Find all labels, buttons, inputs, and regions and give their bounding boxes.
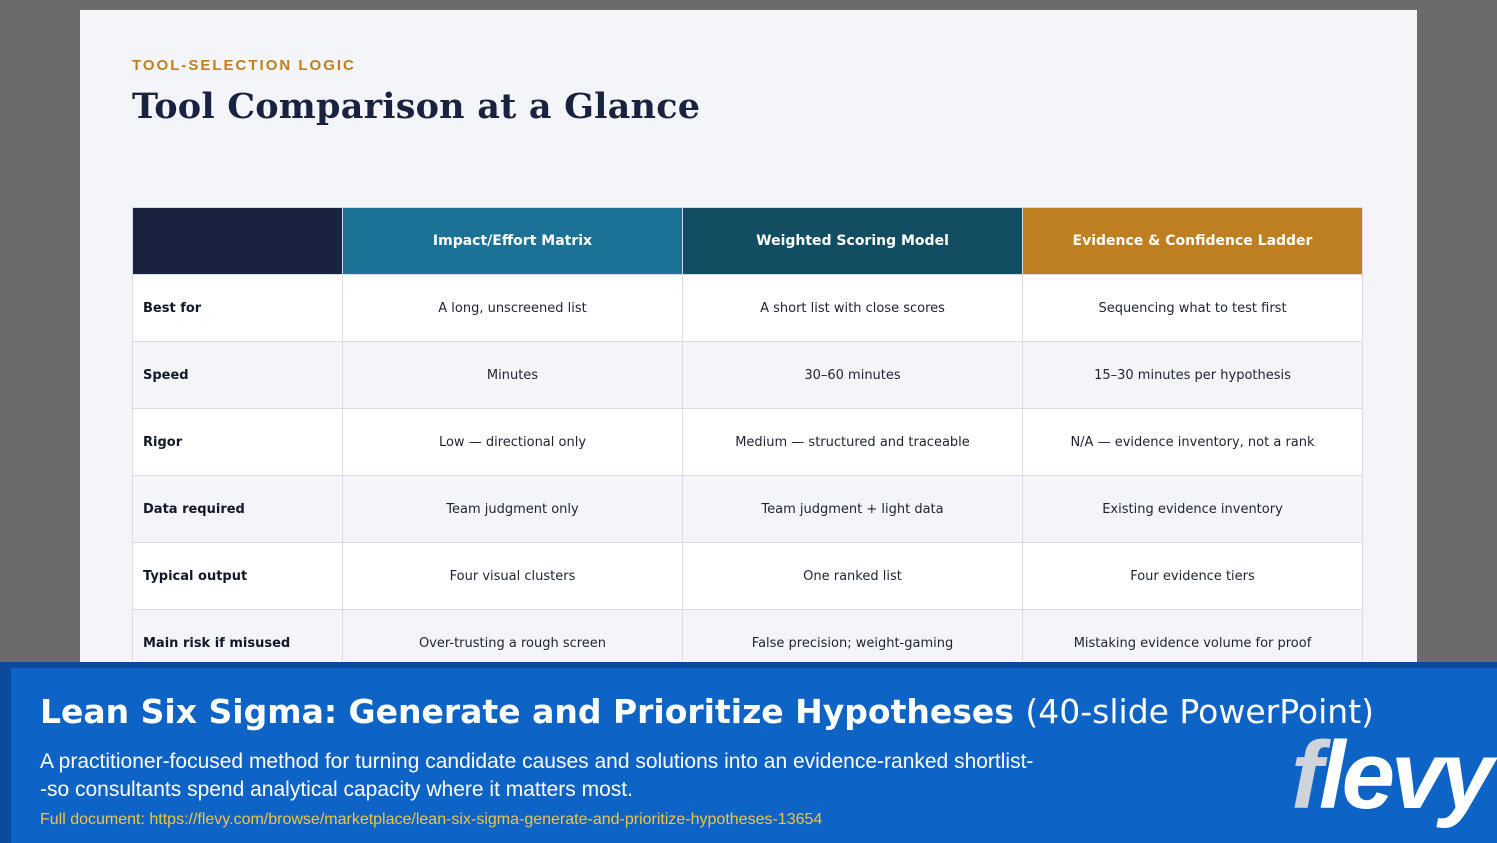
table-cell: Team judgment + light data [683, 476, 1023, 543]
table-cell: Four visual clusters [343, 543, 683, 610]
table-cell: Medium — structured and traceable [683, 409, 1023, 476]
row-label: Best for [133, 275, 343, 342]
table-cell: Sequencing what to test first [1023, 275, 1363, 342]
header-evidence-confidence-ladder: Evidence & Confidence Ladder [1023, 208, 1363, 275]
table-cell: Low — directional only [343, 409, 683, 476]
document-title-main: Lean Six Sigma: Generate and Prioritize Hypotheses [40, 692, 1014, 731]
table-cell: A short list with close scores [683, 275, 1023, 342]
table-cell: Mistaking evidence volume for proof [1023, 610, 1363, 671]
table-header-row [133, 208, 1363, 275]
table-row [133, 409, 1363, 476]
table-cell: One ranked list [683, 543, 1023, 610]
row-label: Speed [133, 342, 343, 409]
table-row [133, 476, 1363, 543]
table-cell: 15–30 minutes per hypothesis [1023, 342, 1363, 409]
flevy-logo [1291, 722, 1490, 829]
header-impact-effort-matrix: Impact/Effort Matrix [343, 208, 683, 275]
table-cell: False precision; weight-gaming [683, 610, 1023, 671]
row-label: Rigor [133, 409, 343, 476]
row-label: Typical output [133, 543, 343, 610]
table-row [133, 543, 1363, 610]
slide-title: Tool Comparison at a Glance [132, 86, 701, 127]
flevy-logo-f: f [1291, 722, 1319, 829]
table-cell: 30–60 minutes [683, 342, 1023, 409]
table-row [133, 610, 1363, 671]
section-eyebrow: TOOL-SELECTION LOGIC [132, 57, 356, 74]
promo-banner [0, 662, 1497, 843]
slide [80, 10, 1417, 670]
table-cell: Team judgment only [343, 476, 683, 543]
row-label: Main risk if misused [133, 610, 343, 671]
document-title-subtitle: (40-slide PowerPoint) [1025, 692, 1375, 731]
document-description: A practitioner-focused method for turning candidate causes and solutions into an evidence-ranked shortlist--so consultants spend analytical capacity where it matters most. [40, 750, 1034, 801]
table-cell: A long, unscreened list [343, 275, 683, 342]
table-cell: Over-trusting a rough screen [343, 610, 683, 671]
document-title [40, 692, 1374, 731]
table-cell: Existing evidence inventory [1023, 476, 1363, 543]
header-weighted-scoring-model: Weighted Scoring Model [683, 208, 1023, 275]
row-label: Data required [133, 476, 343, 543]
table-cell: N/A — evidence inventory, not a rank [1023, 409, 1363, 476]
promo-banner-body [11, 668, 1497, 843]
comparison-table [132, 207, 1363, 670]
table-row [133, 275, 1363, 342]
table-cell: Four evidence tiers [1023, 543, 1363, 610]
table-cell: Minutes [343, 342, 683, 409]
document-link[interactable]: Full document: https://flevy.com/browse/marketplace/lean-six-sigma-generate-and-prioritize-hypotheses-13654 [40, 811, 823, 828]
header-cell-empty [133, 208, 343, 275]
table-row [133, 342, 1363, 409]
flevy-logo-rest: levy [1318, 722, 1490, 829]
